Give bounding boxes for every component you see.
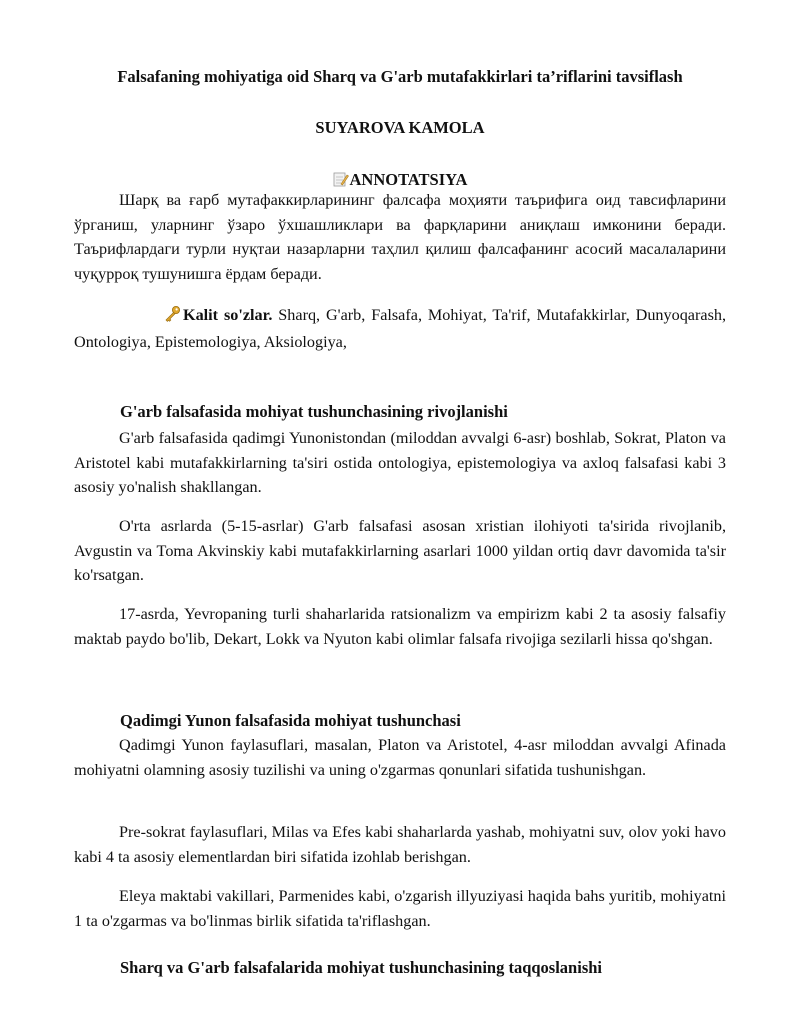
paragraph: Qadimgi Yunon faylasuflari, masalan, Platon va Aristotel, 4-asr miloddan avvalgi Afinada mohiyatni olamning asosiy tuzilishi va uning o'zgarmas qonunlari sifatida tushunishgan.	[74, 736, 726, 779]
author-name: SUYAROVA KAMOLA	[315, 118, 485, 137]
keywords-paragraph	[74, 303, 726, 354]
paragraph: Pre-sokrat faylasuflari, Milas va Efes kabi shaharlarda yashab, mohiyatni suv, olov yoki havo kabi 4 ta asosiy elementlardan biri sifatida izohlab berishgan.	[74, 823, 726, 866]
section-greek-body	[74, 733, 726, 782]
section-heading-western: G'arb falsafasida mohiyat tushunchasining rivojlanishi	[120, 402, 508, 421]
annotation-paragraph: Шарқ ва ғарб мутафаккирларининг фалсафа моҳияти таърифига оид тавсифларини ўрганиш, уларнинг ўзаро ўхшашликлари ва фарқларини аниқлаш имконини беради. Таърифлардаги турли нуқтаи назарларни таҳлил қилиш фалсафанинг асосий масалаларини чуқурроқ тушунишга ёрдам беради.	[74, 191, 726, 283]
key-icon	[119, 305, 181, 330]
section-heading-greek: Qadimgi Yunon falsafasida mohiyat tushunchasi	[120, 711, 461, 730]
paragraph: O'rta asrlarda (5-15-asrlar) G'arb falsafasi asosan xristian ilohiyoti ta'sirida rivojlanib, Avgustin va Toma Akvinskiy kabi mutafakkirlarning asarlari 1000 yildan ortiq davr davomida ta'sir ko'rsatgan.	[74, 517, 726, 584]
paragraph: 17-asrda, Yevropaning turli shaharlarida ratsionalizm va empirizm kabi 2 ta asosiy falsafiy maktab paydo bo'lib, Dekart, Lokk va Nyuton kabi olimlar falsafa rivojiga sezilarli hissa qo'shgan.	[74, 605, 726, 648]
keywords-text: Sharq, G'arb, Falsafa, Mohiyat, Ta'rif, Mutafakkirlar, Dunyoqarash, Ontologiya, Epistemologiya, Aksiologiya,	[74, 306, 727, 351]
section-heading-comparison: Sharq va G'arb falsafalarida mohiyat tushunchasining taqqoslanishi	[120, 958, 602, 977]
keywords-label: Kalit so'zlar.	[183, 306, 273, 324]
document-title: Falsafaning mohiyatiga oid Sharq va G'arb mutafakkirlari ta’riflarini tavsiflash	[117, 67, 683, 86]
section-greek-body	[74, 820, 726, 869]
section-western-body	[74, 514, 726, 588]
annotation-heading: ANNOTATSIYA	[349, 170, 468, 189]
paragraph: Eleya maktabi vakillari, Parmenides kabi, o'zgarish illyuziyasi haqida bahs yuritib, mohiyatni 1 ta o'zgarmas va bo'linmas birlik sifatida ta'riflashgan.	[74, 887, 726, 930]
keywords-block	[74, 303, 726, 354]
section-western-body	[74, 602, 726, 651]
section-western-body	[74, 426, 726, 500]
annotation-block	[74, 188, 726, 286]
section-greek-body	[74, 884, 726, 933]
paragraph: G'arb falsafasida qadimgi Yunonistondan (miloddan avvalgi 6-asr) boshlab, Sokrat, Platon va Aristotel kabi mutafakkirlarning ta'siri ostida ontologiya, epistemologiya va axloq falsafasi kabi 3 asosiy yo'nalish shakllangan.	[74, 429, 726, 496]
